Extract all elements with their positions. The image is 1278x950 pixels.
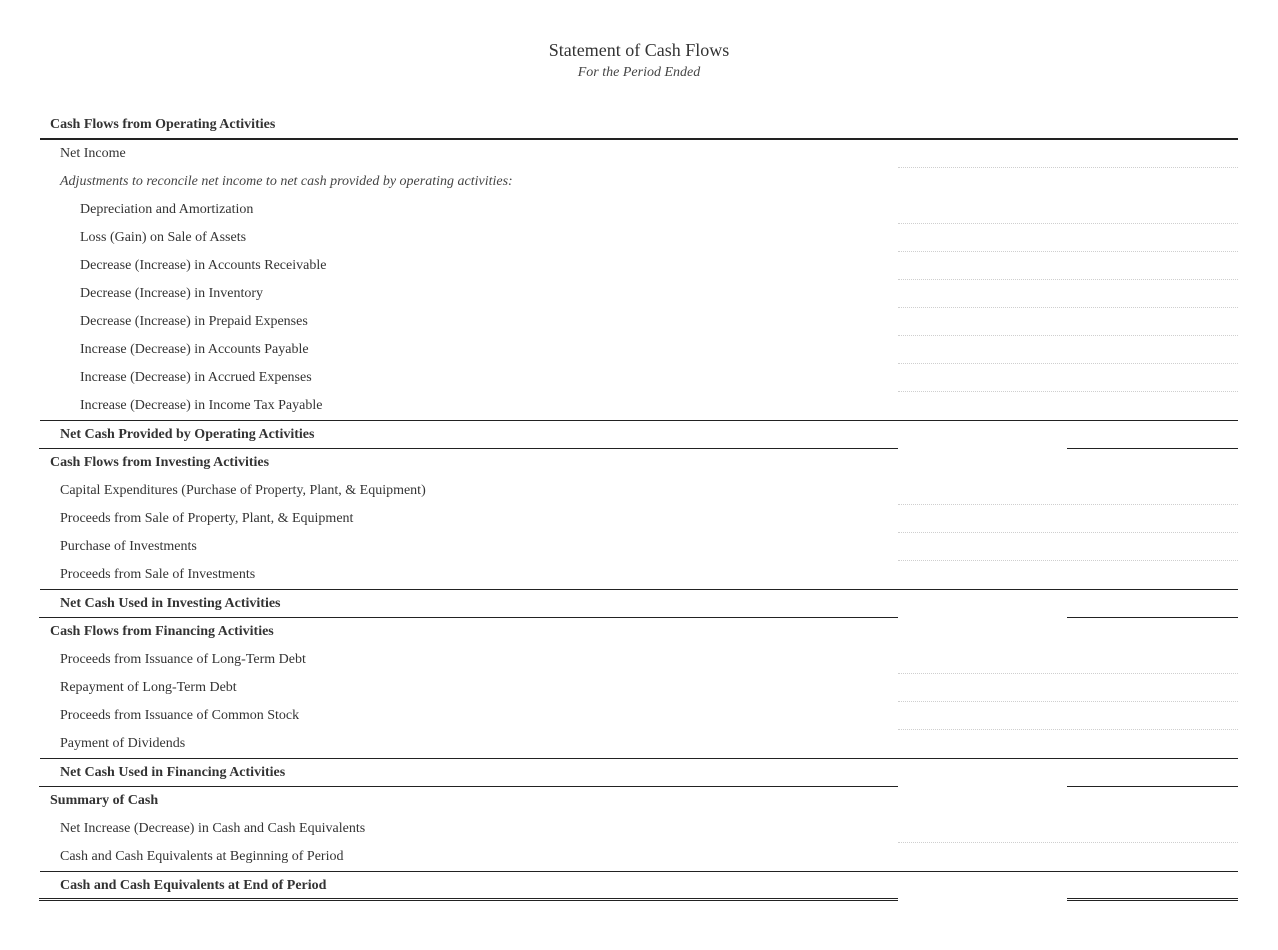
line-item-label: Cash and Cash Equivalents at Beginning of Period xyxy=(60,849,344,864)
line-item-row xyxy=(40,646,1238,674)
line-item-row xyxy=(40,477,1238,505)
line-item-row xyxy=(40,224,1238,252)
amount-field xyxy=(898,477,1238,505)
line-item-label: Decrease (Increase) in Inventory xyxy=(80,286,264,301)
line-item-label: Capital Expenditures (Purchase of Property, Plant, & Equipment) xyxy=(60,483,426,498)
line-item-row xyxy=(40,336,1238,364)
line-item-row xyxy=(40,702,1238,730)
adjustments-note-row xyxy=(40,168,1238,196)
amount-field xyxy=(898,308,1238,336)
adjustments-note: Adjustments to reconcile net income to net cash provided by operating activities: xyxy=(60,174,513,189)
line-item-label: Proceeds from Sale of Property, Plant, & Equipment xyxy=(60,511,354,526)
line-item-label: Net Increase (Decrease) in Cash and Cash Equivalents xyxy=(60,821,366,836)
line-item-row xyxy=(40,730,1238,758)
line-item-label: Proceeds from Issuance of Long-Term Debt xyxy=(60,652,306,667)
operating-total-row xyxy=(40,420,1238,449)
line-item-row xyxy=(40,843,1238,871)
line-item-label: Decrease (Increase) in Prepaid Expenses xyxy=(80,314,308,329)
line-item-label: Proceeds from Issuance of Common Stock xyxy=(60,708,300,723)
grand-total-row xyxy=(40,871,1238,900)
amount-field xyxy=(898,252,1238,280)
amount-field xyxy=(898,140,1238,168)
line-item-label: Net Income xyxy=(60,146,126,161)
double-rule xyxy=(39,898,898,901)
line-item-label: Decrease (Increase) in Accounts Receivable xyxy=(80,258,327,273)
line-item-row xyxy=(40,196,1238,224)
line-item-row xyxy=(40,280,1238,308)
summary-section-heading xyxy=(40,787,1238,815)
line-item-row xyxy=(40,533,1238,561)
line-item-row xyxy=(40,674,1238,702)
section-heading-label: Cash Flows from Operating Activities xyxy=(50,117,276,132)
amount-field xyxy=(898,533,1238,561)
line-item-row xyxy=(40,392,1238,420)
amount-field xyxy=(898,674,1238,702)
amount-field xyxy=(898,336,1238,364)
amount-field xyxy=(898,196,1238,224)
page-title: Statement of Cash Flows xyxy=(548,40,730,60)
line-item-label: Depreciation and Amortization xyxy=(80,202,254,217)
total-label: Net Cash Used in Investing Activities xyxy=(60,596,281,611)
line-item-label: Increase (Decrease) in Accounts Payable xyxy=(80,342,309,357)
section-heading-label: Cash Flows from Investing Activities xyxy=(50,455,270,470)
financing-total-row xyxy=(40,758,1238,787)
grand-total-amount-field xyxy=(1067,898,1238,901)
total-label: Cash and Cash Equivalents at End of Period xyxy=(60,878,327,893)
line-item-label: Purchase of Investments xyxy=(60,539,197,554)
statement-header xyxy=(0,38,1278,84)
amount-field xyxy=(898,702,1238,730)
line-item-label: Loss (Gain) on Sale of Assets xyxy=(80,230,247,245)
line-item-row xyxy=(40,815,1238,843)
amount-field xyxy=(898,224,1238,252)
line-item-label: Increase (Decrease) in Income Tax Payable xyxy=(80,398,323,413)
line-item-row xyxy=(40,252,1238,280)
line-item-row xyxy=(40,505,1238,533)
investing-total-row xyxy=(40,589,1238,618)
amount-field xyxy=(898,505,1238,533)
total-label: Net Cash Provided by Operating Activities xyxy=(60,427,315,442)
investing-section-heading xyxy=(40,449,1238,477)
amount-field xyxy=(898,280,1238,308)
page-subtitle: For the Period Ended xyxy=(577,65,701,80)
line-item-row xyxy=(40,364,1238,392)
financing-section-heading xyxy=(40,618,1238,646)
section-heading-label: Cash Flows from Financing Activities xyxy=(50,624,274,639)
net-income-row xyxy=(40,140,1238,168)
operating-section-heading xyxy=(40,111,1238,140)
line-item-row xyxy=(40,561,1238,589)
amount-field xyxy=(898,815,1238,843)
total-label: Net Cash Used in Financing Activities xyxy=(60,765,286,780)
amount-field xyxy=(898,364,1238,392)
line-item-label: Increase (Decrease) in Accrued Expenses xyxy=(80,370,312,385)
line-item-label: Proceeds from Sale of Investments xyxy=(60,567,256,582)
cash-flow-statement xyxy=(40,111,1238,900)
line-item-label: Repayment of Long-Term Debt xyxy=(60,680,237,695)
line-item-row xyxy=(40,308,1238,336)
line-item-label: Payment of Dividends xyxy=(60,736,186,751)
amount-field xyxy=(898,646,1238,674)
section-heading-label: Summary of Cash xyxy=(50,793,159,808)
